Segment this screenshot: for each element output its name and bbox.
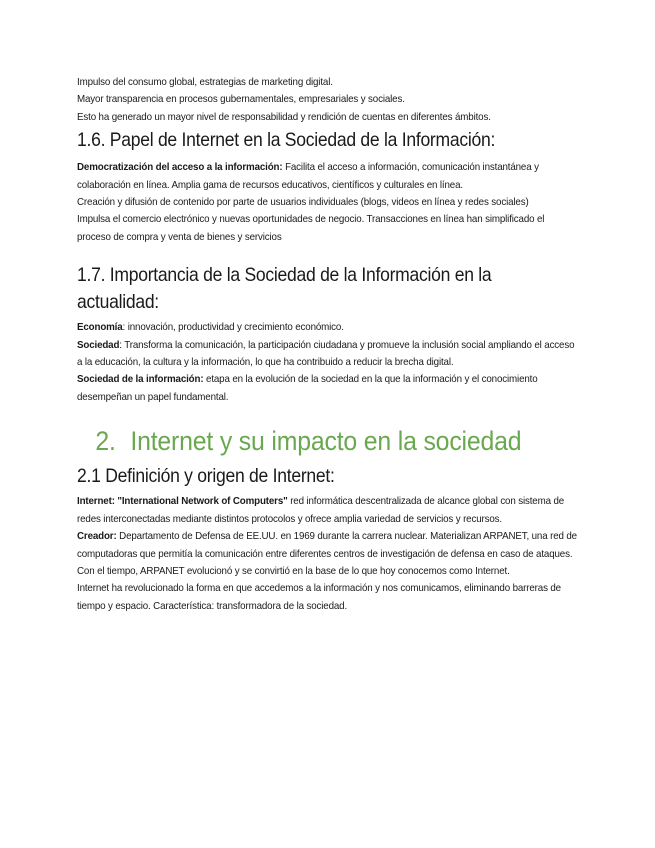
bold-term: Creador: (77, 531, 117, 543)
section-2-1-paragraph-3: Internet ha revolucionado la forma en que accedemos a la información y nos comunicamos, eliminando barreras de tiempo y espacio. Característica: transformadora de la sociedad. (77, 583, 561, 612)
section-1-6-paragraph-3: Impulsa el comercio electrónico y nuevas oportunidades de negocio. Transacciones en línea han simplificado el proceso de compra y venta de bienes y servicios (77, 214, 545, 243)
paragraph-text: Departamento de Defensa de EE.UU. en 1969 durante la carrera nuclear. Materializan ARPANET, una red de computadoras que permitía la comunicación entre diferentes centros de investigación de defensa en caso de ataques. Con el tiempo, ARPANET evolucionó y se convirtió en la base de lo que hoy conocemos como Internet. (77, 531, 577, 577)
section-2-1-heading: 2.1 Definición y origen de Internet: (77, 465, 335, 488)
section-1-7-heading: 1.7. Importancia de la Sociedad de la Información en la actualidad: (77, 264, 492, 314)
section-2-heading (77, 424, 537, 458)
bold-term: Democratización del acceso a la información: (77, 162, 283, 174)
section-2-1-paragraph-2 (77, 528, 577, 580)
bold-term: Sociedad (77, 339, 120, 351)
intro-line-2: Mayor transparencia en procesos gubernamentales, empresariales y sociales. (77, 94, 405, 106)
section-1-6-paragraph-2: Creación y difusión de contenido por parte de usuarios individuales (blogs, videos en línea y redes sociales) (77, 197, 529, 209)
section-1-7-paragraph-3 (77, 371, 577, 406)
section-2-title: Internet y su impacto en la sociedad (130, 426, 522, 457)
section-2-1-paragraph-1 (77, 493, 577, 528)
section-1-7-paragraph-2 (77, 337, 577, 372)
paragraph-text: : innovación, productividad y crecimiento económico. (122, 322, 344, 334)
bold-term: Internet: "International Network of Computers" (77, 496, 288, 508)
bold-term: Sociedad de la información: (77, 374, 204, 386)
intro-line-1: Impulso del consumo global, estrategias de marketing digital. (77, 77, 333, 88)
paragraph-text: Facilita el acceso a información, comunicación instantánea y colaboración en línea. Amplia gama de recursos educativos, científicos y culturales en línea. (77, 162, 539, 191)
intro-line-3: Esto ha generado un mayor nivel de responsabilidad y rendición de cuentas en diferentes ámbitos. (77, 111, 491, 123)
section-1-6-heading: 1.6. Papel de Internet en la Sociedad de la Información: (77, 129, 496, 152)
section-2-number: 2. (95, 426, 116, 457)
paragraph-text: red informática descentralizada de alcance global con sistema de redes interconectadas mediante distintos protocolos y ofrece amplia variedad de servicios y recursos. (77, 496, 565, 525)
section-1-6-paragraph-1 (77, 159, 577, 194)
document-page (77, 74, 577, 615)
section-1-7-paragraph-1 (77, 319, 577, 336)
paragraph-text: etapa en la evolución de la sociedad en la que la información y el conocimiento desempeñan un papel fundamental. (77, 374, 538, 403)
paragraph-text: : Transforma la comunicación, la participación ciudadana y promueve la inclusión social ampliando el acceso a la educación, la cultura y la información, lo que ha contribuido a reducir la brecha digital. (77, 339, 575, 369)
bold-term: Economía (77, 322, 123, 334)
